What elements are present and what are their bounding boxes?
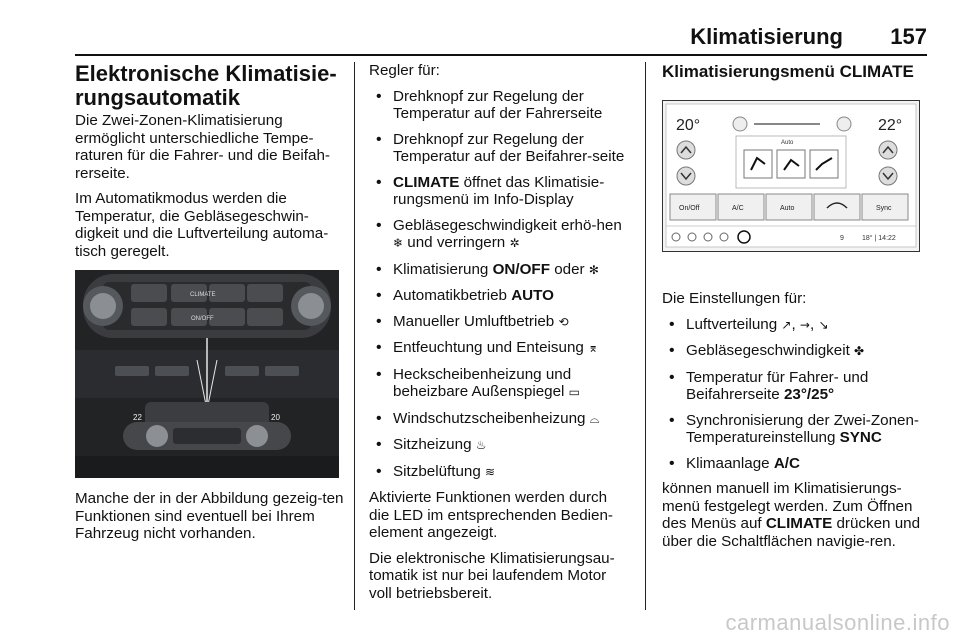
max-defrost-icon: ⌆	[588, 341, 599, 355]
list-item: • CLIMATE öffnet das Klimatisie-rungsmenü im Info-Display	[369, 174, 631, 209]
screen-button-sync: Sync	[876, 205, 892, 212]
list-item: • Drehknopf zur Regelung der Temperatur auf der Fahrerseite	[369, 88, 631, 123]
paragraph: Im Automatikmodus werden die Temperatur, die Gebläsegeschwin-digkeit und die Luftverteilung automa-tisch geregelt.	[75, 190, 329, 260]
paragraph: können manuell im Klimatisierungs-menü festgelegt werden. Zum Öffnen des Menüs auf CLIMATE drücken und über die Schaltflächen navigie-ren.	[662, 480, 921, 550]
screen-temp-right: 22°	[878, 117, 903, 134]
watermark: carmanualsonline.info	[725, 610, 950, 635]
seat-ventilation-icon: ≋	[485, 464, 496, 479]
photo-climate-label: CLIMATE	[190, 292, 216, 298]
list-item: • Klimatisierung ON/OFF oder ✻	[369, 261, 631, 280]
page-number: 157	[890, 24, 927, 49]
paragraph: Aktivierte Funktionen werden durch die LED im entsprechenden Bedien-element angezeigt.	[369, 489, 613, 541]
air-distribution-icon: ↗	[781, 317, 792, 332]
header-rule	[75, 54, 927, 56]
seat-heating-icon: ♨	[475, 438, 487, 452]
paragraph: Manche der in der Abbildung gezeig-ten Funktionen sind eventuell bei Ihrem Fahrzeug nicht vorhanden.	[75, 490, 344, 542]
paragraph: Die Zwei-Zonen-Klimatisierung ermöglicht unterschiedliche Tempe-raturen für die Fahrer- und die Beifah-rerseite.	[75, 112, 330, 182]
section-heading: Klimatisierungsmenü CLIMATE	[662, 62, 914, 81]
list-item: • Sitzbelüftung ≋	[369, 463, 631, 482]
screen-button-auto: Auto	[780, 205, 795, 212]
air-distribution-icon: →	[799, 317, 810, 332]
list-item: • Gebläsegeschwindigkeit ✤	[662, 342, 930, 361]
screen-status-mid: 9	[840, 235, 844, 242]
list-item: • Automatikbetrieb AUTO	[369, 287, 631, 305]
windshield-heat-icon: ⌓	[589, 411, 600, 426]
list-item: • Manueller Umluftbetrieb ⟲	[369, 313, 631, 332]
screen-button-onoff: On/Off	[679, 205, 700, 212]
page-header	[75, 2, 927, 56]
screen-temp-left: 20°	[676, 117, 701, 134]
column-2	[369, 62, 631, 610]
column-3	[662, 62, 930, 558]
photo-temp-right: 20	[271, 413, 280, 422]
air-distribution-icon: ↘	[818, 317, 829, 332]
fan-down-icon: ✲	[509, 236, 520, 250]
list-item: • Entfeuchtung und Enteisung ⌆	[369, 339, 631, 358]
paragraph: Die Einstellungen für:	[662, 290, 807, 307]
list-item: • Heckscheibenheizung und beheizbare Außenspiegel ▭	[369, 366, 631, 402]
section-heading: Elektronische Klimatisie-rungsautomatik	[75, 61, 337, 110]
column-divider	[354, 62, 355, 610]
list-item: • Synchronisierung der Zwei-Zonen-Temperatureinstellung SYNC	[662, 412, 930, 447]
climate-control-panel-photo	[75, 270, 339, 478]
screen-button-ac: A/C	[732, 205, 744, 212]
list-item: • Drehknopf zur Regelung der Temperatur auf der Beifahrer-seite	[369, 131, 631, 166]
paragraph: Regler für:	[369, 62, 440, 79]
list-item: • Gebläsegeschwindigkeit erhö-hen ❄ und verringern ✲	[369, 217, 631, 253]
list-item: • Sitzheizung ♨	[369, 436, 631, 455]
recirculation-icon: ⟲	[558, 314, 569, 329]
list-item: • Windschutzscheibenheizung ⌓	[369, 410, 631, 429]
column-1	[75, 62, 347, 551]
list-item: • Temperatur für Fahrer- und Beifahrerseite 23°/25°	[662, 369, 930, 404]
climate-menu-screenshot	[662, 100, 920, 252]
photo-temp-left: 22	[133, 413, 142, 422]
screen-auto-label: Auto	[781, 140, 794, 146]
fan-icon: ✤	[854, 344, 865, 358]
screen-status-right: 18° | 14:22	[862, 235, 896, 242]
page-title: Klimatisierung	[690, 24, 843, 49]
rear-window-heat-icon: ▭	[568, 385, 580, 399]
list-item: • Klimaanlage A/C	[662, 455, 930, 473]
column-divider	[645, 62, 646, 610]
paragraph: Die elektronische Klimatisierungsau-tomatik ist nur bei laufendem Motor voll betriebsbereit.	[369, 549, 615, 602]
ac-off-icon: ✻	[588, 262, 599, 277]
fan-up-icon: ❄	[393, 236, 404, 250]
photo-onoff-label: ON/OFF	[191, 316, 214, 322]
list-item: • Luftverteilung ↗, →, ↘	[662, 316, 930, 335]
